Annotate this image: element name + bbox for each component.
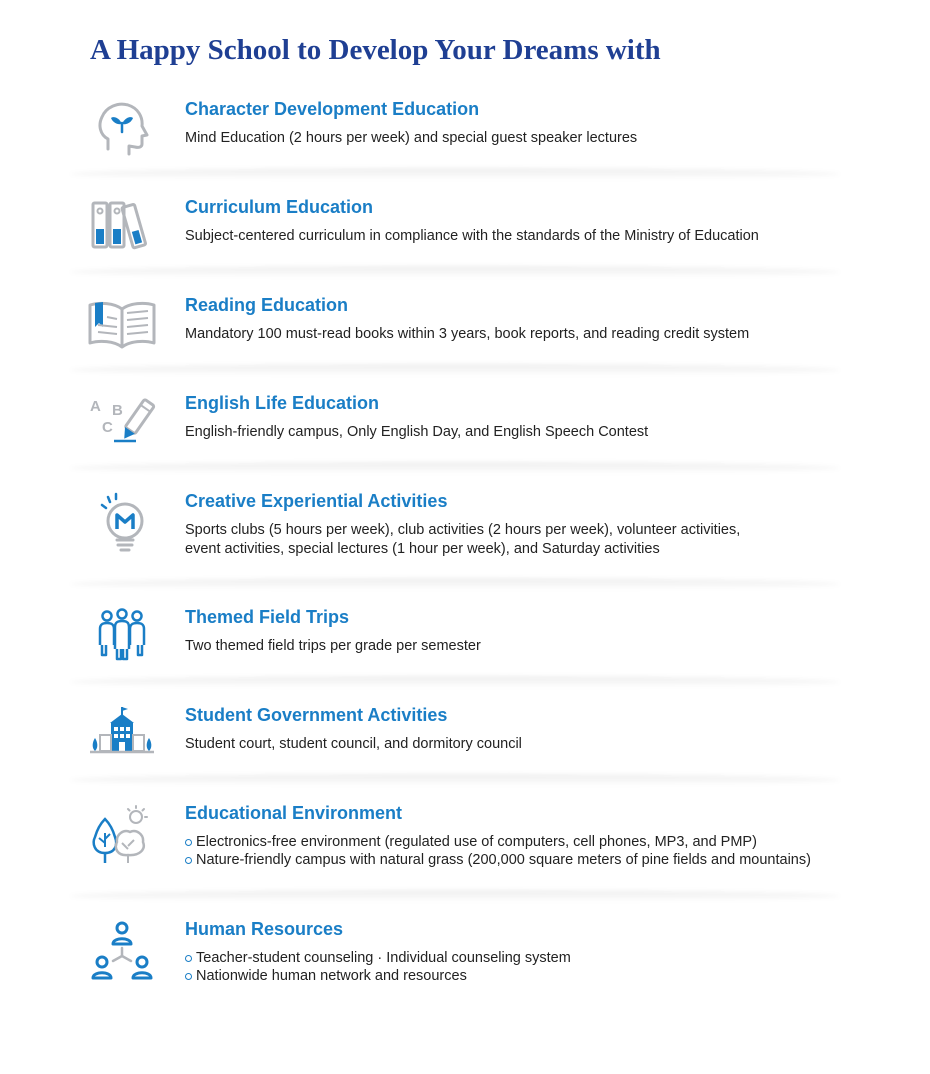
icon-letter-b: B xyxy=(112,402,123,419)
section-bullet-list xyxy=(185,833,811,869)
icon-letter-a: A xyxy=(90,398,101,415)
list-item: Electronics-free environment (regulated use of computers, cell phones, MP3, and PMP) xyxy=(185,833,811,851)
section-description: Mind Education (2 hours per week) and special guest speaker lectures xyxy=(185,130,638,146)
section-title: Student Government Activities xyxy=(185,705,448,725)
section-description xyxy=(185,521,885,559)
divider xyxy=(70,462,840,474)
section-bullet-list xyxy=(185,949,571,985)
lightbulb-icon xyxy=(86,491,158,553)
list-item: Teacher-student counseling · Individual counseling system xyxy=(185,949,571,967)
open-book-icon xyxy=(86,295,158,357)
section-title: Reading Education xyxy=(185,295,349,315)
divider xyxy=(70,364,840,376)
school-building-icon xyxy=(86,705,158,767)
list-item: Nature-friendly campus with natural grass (200,000 square meters of pine fields and mountains) xyxy=(185,851,811,869)
section-title: Educational Environment xyxy=(185,803,403,823)
abc-pencil-icon xyxy=(86,393,158,455)
section-description: English-friendly campus, Only English Day, and English Speech Contest xyxy=(185,424,649,440)
icon-letter-c: C xyxy=(102,419,113,436)
divider xyxy=(70,168,840,180)
trees-icon xyxy=(86,803,158,865)
head-sprout-icon xyxy=(86,99,158,161)
section-description: Student court, student council, and dormitory council xyxy=(185,736,522,752)
page-title: A Happy School to Develop Your Dreams with xyxy=(90,34,661,66)
section-description: Mandatory 100 must-read books within 3 years, book reports, and reading credit system xyxy=(185,326,750,342)
section-title: Themed Field Trips xyxy=(185,607,350,627)
binders-icon xyxy=(86,197,158,259)
divider xyxy=(70,774,840,786)
divider xyxy=(70,266,840,278)
section-description: Two themed field trips per grade per semester xyxy=(185,638,481,654)
group-people-icon xyxy=(86,607,158,669)
section-title: English Life Education xyxy=(185,393,380,413)
list-item: Nationwide human network and resources xyxy=(185,967,571,985)
network-people-icon xyxy=(86,919,158,981)
description-line: Sports clubs (5 hours per week), club activities (2 hours per week), volunteer activities, xyxy=(185,522,741,538)
section-title: Curriculum Education xyxy=(185,197,374,217)
divider xyxy=(70,890,840,902)
section-title: Character Development Education xyxy=(185,99,480,119)
divider xyxy=(70,578,840,590)
section-title: Human Resources xyxy=(185,919,344,939)
divider xyxy=(70,676,840,688)
section-description: Subject-centered curriculum in compliance with the standards of the Ministry of Education xyxy=(185,228,759,244)
description-line: event activities, special lectures (1 hour per week), and Saturday activities xyxy=(185,541,660,557)
section-title: Creative Experiential Activities xyxy=(185,491,448,511)
